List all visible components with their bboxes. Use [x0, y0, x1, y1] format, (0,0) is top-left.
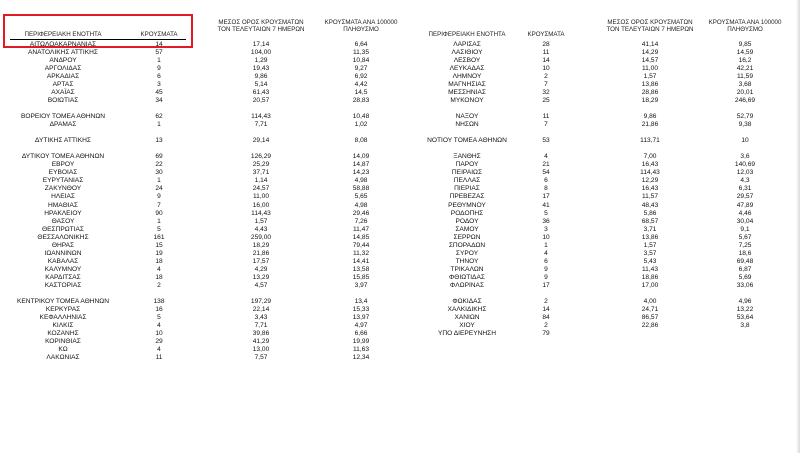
cell-per: 140,69 [734, 161, 756, 169]
cell-per: 20,01 [736, 88, 754, 96]
cell-cases: 6 [544, 177, 548, 185]
cell-avg: 13,00 [252, 346, 270, 354]
cell-avg: 18,86 [641, 273, 659, 281]
cell-avg: 5,86 [643, 209, 657, 217]
cell-cases: 32 [542, 88, 550, 96]
cell-cases: 9 [544, 273, 548, 281]
header-text: ΚΡΟΥΣΜΑΤΑ [527, 31, 565, 38]
cell-per: 18,6 [738, 249, 752, 257]
cell-cases: 5 [544, 209, 548, 217]
cell-per: 19,99 [352, 338, 370, 346]
cell-cases: 7 [157, 201, 161, 209]
cell-per: 5,69 [738, 273, 752, 281]
cell-cases: 24 [155, 185, 163, 193]
cell-cases: 34 [155, 96, 163, 104]
cell-per: 15,33 [352, 306, 370, 314]
cell-name: ΔΥΤΙΚΗΣ ΑΤΤΙΚΗΣ [35, 137, 91, 145]
cell-cases: 28 [542, 40, 550, 48]
cell-cases: 6 [544, 257, 548, 265]
cell-avg: 24,57 [252, 185, 270, 193]
cell-per: 53,64 [736, 314, 754, 322]
cell-name: ΣΑΜΟΥ [455, 225, 479, 233]
cell-name: ΒΟΡΕΙΟΥ ΤΟΜΕΑ ΑΘΗΝΩΝ [20, 112, 106, 120]
cell-name: ΜΥΚΟΝΟΥ [450, 96, 484, 104]
cell-avg: 11,43 [641, 265, 658, 273]
cell-per: 28,83 [352, 96, 370, 104]
cell-avg: 16,43 [641, 185, 659, 193]
cell-per: 9,85 [738, 40, 752, 48]
cell-cases: 11 [542, 112, 550, 120]
cell-per: 9,27 [354, 64, 368, 72]
cell-name: ΑΡΚΑΔΙΑΣ [46, 72, 80, 80]
cell-cases: 90 [155, 209, 163, 217]
cell-per: 47,89 [736, 201, 754, 209]
cell-per: 10,84 [352, 56, 370, 64]
cell-name: ΘΗΡΑΣ [51, 241, 75, 249]
cell-per: 79,44 [352, 241, 370, 249]
cell-cases: 14 [542, 306, 550, 314]
cell-name: ΝΟΤΙΟΥ ΤΟΜΕΑ ΑΘΗΝΩΝ [427, 137, 507, 145]
cell-name: ΑΝΔΡΟΥ [49, 56, 77, 64]
cell-avg: 197,29 [250, 298, 272, 306]
cell-cases: 4 [157, 346, 161, 354]
cell-per: 3,6 [740, 153, 750, 161]
cell-name: ΡΟΔΟΠΗΣ [450, 209, 484, 217]
right-header-cases [515, 31, 577, 38]
cell-name: ΧΑΛΚΙΔΙΚΗΣ [447, 306, 487, 314]
cell-per: 9,38 [738, 121, 752, 128]
cell-name: ΚΙΛΚΙΣ [52, 322, 74, 330]
cell-cases: 13 [155, 137, 163, 145]
cell-per: 3,68 [738, 80, 752, 88]
cell-per: 13,22 [736, 306, 754, 314]
header-text: ΠΕΡΙΦΕΡΕΙΑΚΗ ΕΝΟΤΗΤΑ [24, 31, 102, 38]
cell-avg: 24,71 [641, 306, 659, 314]
cell-per: 12,03 [736, 169, 754, 177]
cell-cases: 138 [153, 298, 165, 306]
cell-avg: 14,57 [641, 56, 659, 64]
cell-per: 4,42 [354, 80, 368, 88]
cell-name: ΦΘΙΩΤΙΔΑΣ [449, 273, 485, 281]
cell-name: ΜΑΓΝΗΣΙΑΣ [448, 80, 486, 88]
cell-name: ΤΗΝΟΥ [455, 257, 479, 265]
cell-cases: 11 [155, 354, 163, 362]
cell-cases: 9 [157, 64, 161, 72]
header-text: ΚΡΟΥΣΜΑΤΑ [140, 31, 178, 38]
cell-cases: 79 [542, 330, 550, 338]
cell-per: 14,41 [352, 257, 370, 265]
cell-avg: 21,86 [252, 249, 270, 257]
left-header-avg [206, 19, 316, 33]
cell-cases: 161 [153, 233, 165, 241]
cell-cases: 41 [542, 201, 550, 209]
cell-name: ΠΕΙΡΑΙΩΣ [451, 169, 483, 177]
cell-cases: 3 [544, 225, 548, 233]
cell-cases: 10 [542, 233, 550, 241]
cell-name: ΦΛΩΡΙΝΑΣ [449, 282, 485, 289]
cell-per: 14,23 [352, 169, 370, 177]
cell-cases: 9 [544, 265, 548, 273]
cell-name: ΚΑΒΑΛΑΣ [47, 257, 79, 265]
cell-cases: 21 [542, 161, 550, 169]
cell-cases: 17 [542, 193, 550, 201]
cell-name: ΛΗΜΝΟΥ [452, 72, 482, 80]
cell-per: 13,97 [352, 314, 370, 322]
cell-avg: 20,57 [252, 96, 270, 104]
cell-cases: 1 [157, 177, 161, 185]
cell-avg: 61,43 [252, 88, 270, 96]
cell-cases: 4 [544, 249, 548, 257]
cell-name: ΑΧΑΪΑΣ [51, 88, 75, 96]
cell-avg: 39,86 [252, 330, 270, 338]
cell-cases: 1 [544, 241, 548, 249]
cell-name: ΖΑΚΥΝΘΟΥ [44, 185, 82, 193]
cell-per: 7,26 [354, 217, 368, 225]
header-text: ΜΕΣΟΣ ΟΡΟΣ ΚΡΟΥΣΜΑΤΩΝ [218, 19, 304, 26]
cell-avg: 1,57 [643, 241, 657, 249]
cell-per: 42,21 [736, 64, 754, 72]
cell-avg: 113,71 [640, 137, 660, 145]
cell-per: 4,98 [354, 201, 368, 209]
cell-cases: 53 [542, 137, 550, 145]
cell-avg: 4,43 [254, 225, 268, 233]
cell-name: ΝΑΞΟΥ [455, 112, 479, 120]
cell-per: 6,92 [354, 72, 368, 80]
cell-per: 5,65 [354, 193, 368, 201]
cell-cases: 5 [157, 225, 161, 233]
cell-avg: 48,43 [641, 201, 659, 209]
cell-name: ΕΒΡΟΥ [51, 161, 75, 169]
cell-name: ΘΕΣΠΡΩΤΙΑΣ [41, 225, 85, 233]
cell-name: ΠΑΡΟΥ [455, 161, 479, 169]
cell-name: ΡΕΘΥΜΝΟΥ [448, 201, 486, 209]
header-text: ΠΛΗΘΥΣΜΟ [727, 26, 763, 33]
cell-avg: 3,57 [643, 249, 657, 257]
cell-cases: 14 [155, 40, 163, 48]
cell-name: ΙΩΑΝΝΙΝΩΝ [44, 249, 82, 257]
cell-name: ΚΑΛΥΜΝΟΥ [44, 265, 82, 273]
cell-avg: 29,14 [252, 137, 270, 145]
cell-per: 10,48 [352, 112, 370, 120]
cell-avg: 4,57 [254, 282, 268, 289]
cell-avg: 17,57 [252, 257, 270, 265]
cell-avg: 17,14 [252, 40, 270, 48]
cell-name: ΚΕΝΤΡΙΚΟΥ ΤΟΜΕΑ ΑΘΗΝΩΝ [17, 298, 109, 306]
right-header-avg [595, 19, 705, 33]
cell-avg: 25,29 [252, 161, 270, 169]
cell-avg: 18,29 [641, 96, 659, 104]
cell-avg: 7,71 [254, 121, 268, 128]
cell-avg: 41,14 [641, 40, 659, 48]
cell-name: ΞΑΝΘΗΣ [453, 153, 481, 161]
cell-cases: 4 [544, 153, 548, 161]
cell-avg: 7,57 [254, 354, 268, 362]
cell-avg: 1,57 [254, 217, 268, 225]
cell-per: 30,04 [736, 217, 754, 225]
cell-avg: 19,43 [252, 64, 270, 72]
cell-avg: 7,00 [643, 153, 657, 161]
cell-name: ΣΕΡΡΩΝ [453, 233, 481, 241]
cell-per: 52,79 [736, 112, 754, 120]
cell-avg: 13,86 [641, 233, 659, 241]
cell-per: 4,3 [740, 177, 750, 185]
cell-cases: 84 [542, 314, 550, 322]
cell-name: ΚΑΣΤΟΡΙΑΣ [44, 282, 82, 289]
cell-avg: 114,43 [640, 169, 660, 177]
cell-name: ΚΩ [58, 346, 68, 354]
cell-per: 13,58 [352, 265, 370, 273]
header-text: ΤΟΝ ΤΕΛΕΥΤΑΙΩΝ 7 ΗΜΕΡΩΝ [217, 26, 305, 33]
header-text: ΤΟΝ ΤΕΛΕΥΤΑΙΩΝ 7 ΗΜΕΡΩΝ [606, 26, 694, 33]
cell-per: 15,85 [352, 273, 370, 281]
cell-name: ΘΑΣΟΥ [51, 217, 75, 225]
cell-avg: 4,29 [254, 265, 268, 273]
cell-avg: 41,29 [252, 338, 270, 346]
cell-name: ΛΑΣΙΘΙΟΥ [451, 48, 483, 56]
cell-name: ΘΕΣΣΑΛΟΝΙΚΗΣ [37, 233, 89, 241]
cell-avg: 86,57 [641, 314, 659, 322]
cell-name: ΤΡΙΚΑΛΩΝ [450, 265, 484, 273]
cell-per: 14,87 [352, 161, 370, 169]
cell-avg: 18,29 [252, 241, 270, 249]
cell-cases: 7 [544, 121, 548, 128]
header-text: ΠΕΡΙΦΕΡΕΙΑΚΗ ΕΝΟΤΗΤΑ [428, 31, 506, 38]
cell-cases: 1 [157, 56, 161, 64]
cell-per: 16,2 [738, 56, 752, 64]
cell-cases: 25 [542, 96, 550, 104]
cell-cases: 57 [155, 48, 163, 56]
cell-per: 11,32 [352, 249, 369, 257]
cell-per: 7,25 [738, 241, 752, 249]
cell-name: ΛΕΣΒΟΥ [453, 56, 481, 64]
cell-per: 6,66 [354, 330, 368, 338]
cell-avg: 37,71 [252, 169, 270, 177]
header-text: ΠΛΗΘΥΣΜΟ [343, 26, 379, 33]
cell-avg: 9,86 [254, 72, 268, 80]
cell-cases: 10 [542, 64, 550, 72]
cell-per: 246,69 [734, 96, 756, 104]
cell-name: ΚΕΦΑΛΛΗΝΙΑΣ [39, 314, 87, 322]
cell-per: 6,31 [738, 185, 752, 193]
cell-avg: 11,00 [252, 193, 269, 201]
cell-per: 4,98 [354, 177, 368, 185]
cell-per: 1,02 [354, 121, 368, 128]
cell-per: 29,46 [352, 209, 370, 217]
cell-cases: 4 [157, 322, 161, 330]
cell-name: ΥΠΟ ΔΙΕΡΕΥΝΗΣΗ [438, 330, 496, 338]
cell-per: 9,1 [740, 225, 750, 233]
cell-avg: 16,00 [252, 201, 270, 209]
cell-avg: 14,29 [641, 48, 659, 56]
cell-name: ΗΛΕΙΑΣ [51, 193, 75, 201]
cell-avg: 5,43 [643, 257, 657, 265]
header-text: ΚΡΟΥΣΜΑΤΑ ΑΝΑ 100000 [708, 19, 782, 26]
cell-cases: 19 [155, 249, 163, 257]
cell-cases: 14 [542, 56, 550, 64]
cell-avg: 68,57 [641, 217, 659, 225]
cell-cases: 62 [155, 112, 163, 120]
cell-name: ΝΗΣΩΝ [455, 121, 479, 128]
cell-avg: 21,86 [641, 121, 659, 128]
cell-avg: 17,00 [641, 282, 659, 289]
right-header-region [412, 31, 522, 38]
cell-cases: 18 [155, 273, 163, 281]
cell-avg: 13,29 [252, 273, 270, 281]
cell-avg: 9,86 [643, 112, 657, 120]
cell-avg: 11,00 [641, 64, 658, 72]
cell-per: 11,47 [352, 225, 369, 233]
cell-per: 4,46 [738, 209, 752, 217]
cell-per: 29,57 [736, 193, 754, 201]
cell-name: ΧΑΝΙΩΝ [454, 314, 480, 322]
cell-cases: 69 [155, 153, 163, 161]
right-header-per [690, 19, 800, 33]
cell-cases: 30 [155, 169, 163, 177]
cell-per: 4,97 [354, 322, 368, 330]
cell-name: ΑΡΤΑΣ [52, 80, 74, 88]
cell-cases: 2 [544, 72, 548, 80]
cell-cases: 2 [157, 282, 161, 289]
cell-name: ΠΙΕΡΙΑΣ [454, 185, 480, 193]
cell-avg: 12,29 [641, 177, 659, 185]
cell-name: ΠΕΛΛΑΣ [453, 177, 481, 185]
cell-avg: 1,14 [254, 177, 268, 185]
cell-per: 6,87 [738, 265, 752, 273]
cell-avg: 104,00 [250, 48, 272, 56]
cell-avg: 1,29 [254, 56, 268, 64]
cell-name: ΑΙΤΩΛΟΑΚΑΡΝΑΝΙΑΣ [29, 40, 97, 48]
cell-cases: 1 [157, 121, 161, 128]
cell-name: ΚΕΡΚΥΡΑΣ [45, 306, 81, 314]
cell-name: ΚΑΡΔΙΤΣΑΣ [45, 273, 81, 281]
cell-per: 12,34 [352, 354, 370, 362]
cell-per: 11,63 [352, 346, 369, 354]
cell-cases: 15 [155, 241, 163, 249]
cell-cases: 45 [155, 88, 163, 96]
cell-name: ΚΟΡΙΝΘΙΑΣ [45, 338, 81, 346]
cell-cases: 17 [542, 282, 550, 289]
cell-name: ΛΑΡΙΣΑΣ [453, 40, 481, 48]
cell-cases: 4 [157, 265, 161, 273]
cell-avg: 259,00 [250, 233, 272, 241]
cell-avg: 22,86 [641, 322, 659, 330]
cell-per: 69,48 [736, 257, 754, 265]
cell-avg: 13,86 [641, 80, 659, 88]
cell-name: ΒΟΙΩΤΙΑΣ [47, 96, 79, 104]
cell-per: 6,64 [354, 40, 368, 48]
cell-name: ΑΝΑΤΟΛΙΚΗΣ ΑΤΤΙΚΗΣ [28, 48, 98, 56]
cell-avg: 1,57 [643, 72, 657, 80]
cell-avg: 28,86 [641, 88, 659, 96]
cell-per: 14,09 [352, 153, 370, 161]
cell-name: ΠΡΕΒΕΖΑΣ [449, 193, 485, 201]
cell-avg: 114,43 [251, 209, 271, 217]
cell-per: 14,85 [352, 233, 370, 241]
cell-name: ΕΥΒΟΙΑΣ [48, 169, 78, 177]
cell-avg: 114,43 [251, 112, 271, 120]
cell-per: 11,35 [352, 48, 369, 56]
cell-avg: 11,57 [641, 193, 658, 201]
header-text: ΚΡΟΥΣΜΑΤΑ ΑΝΑ 100000 [324, 19, 398, 26]
cell-per: 13,4 [354, 298, 368, 306]
cell-per: 4,96 [738, 298, 752, 306]
cell-cases: 22 [155, 161, 163, 169]
cell-name: ΡΟΔΟΥ [455, 217, 479, 225]
cell-per: 14,5 [354, 88, 368, 96]
cell-name: ΔΥΤΙΚΟΥ ΤΟΜΕΑ ΑΘΗΝΩΝ [21, 153, 105, 161]
cell-avg: 5,14 [254, 80, 268, 88]
cell-cases: 10 [155, 330, 163, 338]
cell-name: ΔΡΑΜΑΣ [49, 121, 77, 128]
cell-cases: 2 [544, 298, 548, 306]
cell-name: ΛΕΥΚΑΔΑΣ [449, 64, 485, 72]
cell-name: ΚΟΖΑΝΗΣ [47, 330, 79, 338]
cell-avg: 7,71 [254, 322, 268, 330]
cell-per: 3,97 [354, 282, 368, 289]
cell-name: ΗΡΑΚΛΕΙΟΥ [44, 209, 82, 217]
cell-name: ΗΜΑΘΙΑΣ [48, 201, 78, 209]
left-header-per [306, 19, 416, 33]
cell-name: ΣΠΟΡΑΔΩΝ [448, 241, 486, 249]
cell-per: 11,59 [736, 72, 753, 80]
cell-name: ΣΥΡΟΥ [455, 249, 479, 257]
cell-per: 33,06 [736, 282, 754, 289]
cell-name: ΛΑΚΩΝΙΑΣ [46, 354, 80, 362]
cell-cases: 7 [544, 80, 548, 88]
cell-name: ΦΩΚΙΔΑΣ [452, 298, 482, 306]
cell-per: 8,08 [354, 137, 368, 145]
cell-avg: 16,43 [641, 161, 659, 169]
cell-cases: 9 [157, 193, 161, 201]
cell-cases: 54 [542, 169, 550, 177]
cell-avg: 4,00 [643, 298, 657, 306]
cell-cases: 2 [544, 322, 548, 330]
cell-avg: 22,14 [252, 306, 270, 314]
cell-name: ΑΡΓΟΛΙΔΑΣ [44, 64, 82, 72]
cell-cases: 5 [157, 314, 161, 322]
cell-per: 10 [741, 137, 749, 145]
cell-per: 3,8 [740, 322, 750, 330]
cell-cases: 16 [155, 306, 163, 314]
cell-avg: 126,29 [250, 153, 272, 161]
cell-cases: 6 [157, 72, 161, 80]
cell-cases: 11 [542, 48, 550, 56]
cell-cases: 8 [544, 185, 548, 193]
page-edge-shadow [796, 0, 800, 453]
cell-per: 14,59 [736, 48, 754, 56]
cell-per: 58,88 [352, 185, 370, 193]
cell-name: ΜΕΣΣΗΝΙΑΣ [448, 88, 486, 96]
cell-avg: 3,43 [254, 314, 268, 322]
cell-cases: 3 [157, 80, 161, 88]
cell-per: 5,67 [738, 233, 752, 241]
cell-cases: 18 [155, 257, 163, 265]
cell-avg: 3,71 [643, 225, 657, 233]
cell-name: ΧΙΟΥ [459, 322, 475, 330]
cell-cases: 1 [157, 217, 161, 225]
header-text: ΜΕΣΟΣ ΟΡΟΣ ΚΡΟΥΣΜΑΤΩΝ [607, 19, 693, 26]
cell-name: ΕΥΡΥΤΑΝΙΑΣ [42, 177, 84, 185]
cell-cases: 36 [542, 217, 550, 225]
cell-cases: 29 [155, 338, 163, 346]
